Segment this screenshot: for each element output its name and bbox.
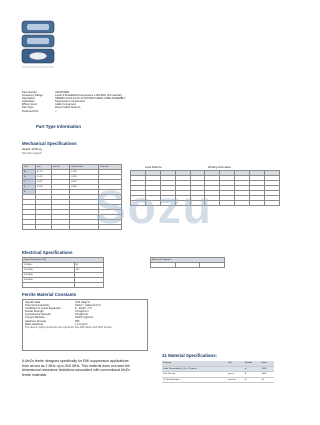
unit-cell: gauss [227,372,244,378]
property-cell: Initial Permeability @ B < 10 gauss [162,366,227,372]
material-specs-table [162,361,274,383]
weight-text: Weight: 30.80 (g) [22,148,42,151]
value-cell: 10 [261,377,274,383]
winding-info-title: Winding Information [208,166,232,169]
frequency-range-value: Lower & Broadband Frequencies 1-300 MHz (31 material) [55,94,122,98]
constant-label: Compressive Strength [25,313,51,317]
value-header: Value [261,361,274,366]
dim-cell: A [23,170,36,175]
symbol-cell: B [244,372,261,378]
constant-value: 8 - 10x10⁻⁶/°C [75,307,92,311]
property-cell: Flux Density [162,372,227,378]
property-cell: @ Field Strength [162,377,227,383]
mechanical-specs-title: Mechanical Specifications [22,141,77,146]
part-number-label: Part Number: [22,91,38,94]
constant-value: 0.25 cal/g/°C [75,301,90,304]
part-number-value: 3431167281 [55,91,70,94]
watermark-logo: Sozu [95,181,213,233]
constant-value: 4.9 kgf/mm² [75,310,89,314]
constant-value: ≥ 1.5 g/cm³ [75,322,88,326]
constant-label: Hardness (Knoop) [25,319,47,323]
part-type-label: Part Type: [22,106,34,110]
part-info [22,91,172,113]
symbol-header: Symbol [244,361,261,366]
inch-cell: 0.593 [70,175,99,180]
nominal-inch-header: nominal inch [70,165,99,170]
mm-tol-header: mm tol [52,165,70,170]
value-cell: 3400 [261,372,274,378]
preferred-part-label: Preferred Part [22,109,39,113]
part-type-information-title: Part Type Information [36,124,82,129]
dim-cell: D [23,185,36,190]
constant-value: 42 kgf/mm² [75,313,88,317]
frequency-range-label: Frequency Range: [22,94,44,98]
unit-header: Unit [227,361,244,366]
mm-header: mm [36,165,52,170]
impedance-table [22,257,104,288]
constant-label: Specific Heat [25,301,41,304]
inch-cell: 1.620 [70,170,99,175]
impedance-cell: 85 [74,263,103,268]
table-row [151,263,225,268]
description-value: CBR#16.10.10-31 3C 31 ROUND CABLE CORE ASSEMBLY [55,97,126,101]
ferrite-constants-title: Ferrite Material Constants [22,292,77,297]
constant-value: 10x10⁻³ cal/sec/cm/°C [75,304,101,308]
unit-cell: oersted [227,377,244,383]
impedance-header: Typical Impedance (Ω) [23,258,104,263]
constant-label: Tensile Strength [25,310,44,314]
dim-cell: E [23,190,36,195]
mm-cell: 41.15 [36,170,52,175]
application-value: Suppression Components [55,100,85,104]
dim-cell: B [23,175,36,180]
value-cell: 1500 [261,366,274,372]
symbol-cell: μi [244,366,261,372]
symbol-cell: H [244,377,261,383]
part-type-value: Round Cable Snap-its [55,106,81,110]
constant-value: 15x10³ kgf/mm² [75,316,94,320]
preferred-part-check-icon: ✓ [55,109,58,113]
level-patterns-title: Level Patterns [145,166,162,169]
constant-label: Mohs Hardness [25,322,44,326]
table-row [23,283,104,288]
inch-cell: 0.402 [70,180,99,185]
application-label: Application: [22,100,36,104]
preferred-part-row [22,110,172,113]
inch-misc-header: inch misc [99,165,122,170]
constant-label: Young's Modulus [25,316,45,320]
constant-label: Coefficient of Linear Expansion [25,307,61,311]
table-row [162,377,274,383]
impedance-cell: 141 [74,268,103,273]
dim-legend-text: Dim Dim Legend [22,152,42,155]
product-image [19,19,57,71]
constants-note: The above typical properties are typical for Fair-Rite MnZn and NiZn ferrites. [25,325,113,329]
freq-cell: 500 MHz [23,278,75,283]
material-description: A MnZn ferrite designed specifically for EMI suppression applications from as low as 1 MHz up to 500 MHz. This material does not have the dimensional resonance limitations associated with conventional MnZn ferrite materials. [22,359,131,377]
description-label: Description: [22,97,36,101]
property-header: Property [162,361,227,366]
inch-cell: 0.948 [70,185,99,190]
electrical-properties-header: Electrical Properties [151,258,225,263]
freq-cell: 25 MHz [23,263,75,268]
electrical-properties-table [150,257,225,268]
ferrite-constants-box [22,299,148,351]
constant-label: Thermal Conductivity [25,304,50,308]
mm-cell: 10.21 [36,180,52,185]
freq-cell: 250 MHz [23,273,75,278]
dim-cell: C [23,180,36,185]
mm-cell: 15.15 [36,175,52,180]
electrical-specs-title: Electrical Specifications [22,250,73,255]
where-used-label: Where Used: [22,103,38,107]
freq-cell: 100 MHz [23,268,75,273]
material-specs-title: 31 Material Specifications: [162,353,218,358]
mm-cell: 24.08 [36,185,52,190]
dim-header: Dim [23,165,36,170]
where-used-value: Cable Component [55,103,76,107]
constant-value: 650 [75,319,80,323]
